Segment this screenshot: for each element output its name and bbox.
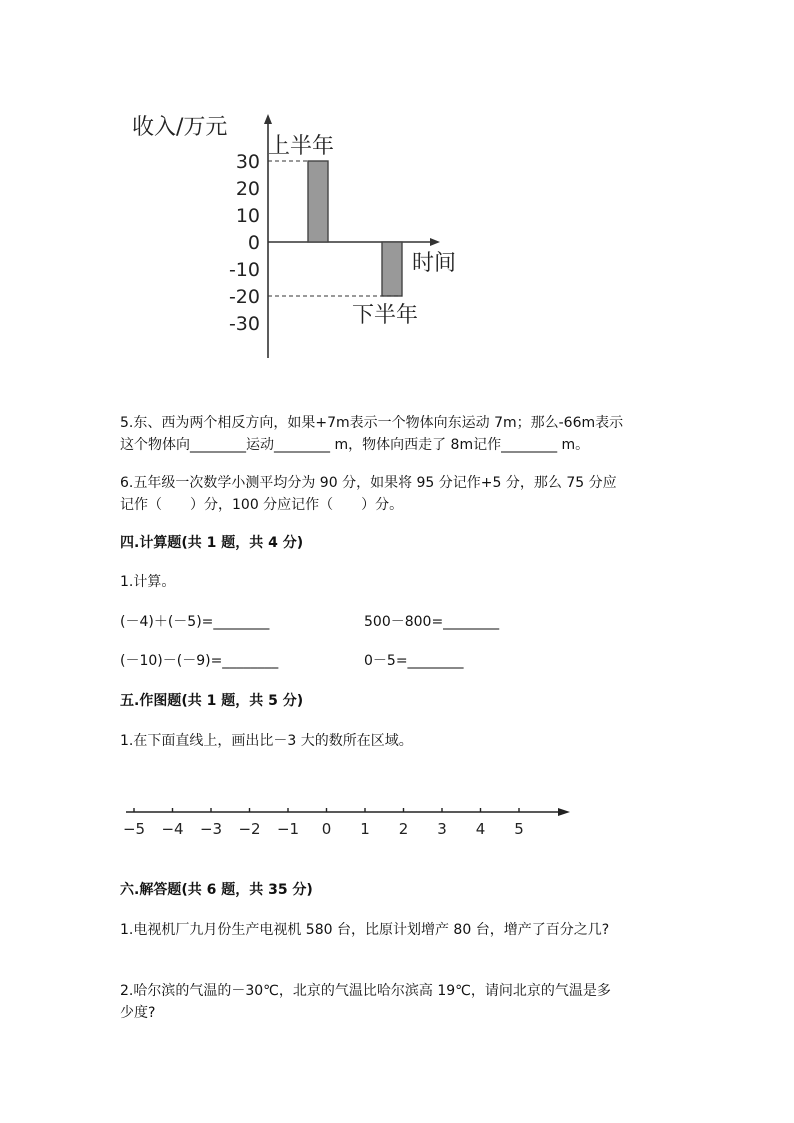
category-label: 下半年 — [352, 303, 419, 328]
y-tick-label: 10 — [235, 205, 260, 227]
chart-ylabel: 收入/万元 — [132, 115, 228, 140]
bar-first-half — [308, 161, 328, 242]
category-label: 上半年 — [268, 134, 335, 159]
q6-line1: 6.五年级一次数学小测平均分为 90 分，如果将 95 分记作+5 分，那么 75 分应 — [120, 475, 617, 491]
number-line-label: −3 — [199, 820, 223, 838]
calc-1: (－4)＋(－5)=________ — [120, 614, 270, 630]
y-tick-label: -10 — [228, 259, 260, 281]
calc-4: 0－5=________ — [364, 653, 464, 669]
number-line-label: 5 — [514, 820, 524, 838]
q6-line2: 记作（ ）分，100 分应记作（ ）分。 — [120, 497, 404, 513]
sec6-heading: 六.解答题(共 6 题，共 35 分) — [120, 882, 313, 898]
number-line-label: 4 — [475, 820, 486, 838]
number-line-label: 1 — [360, 820, 370, 838]
number-line-label: 3 — [437, 820, 447, 838]
y-tick-label: 30 — [235, 151, 260, 173]
sec5-q1: 1.在下面直线上，画出比－3 大的数所在区域。 — [120, 733, 413, 749]
sec6-q1: 1.电视机厂九月份生产电视机 580 台，比原计划增产 80 台，增产了百分之几? — [120, 922, 610, 938]
number-line-label: 2 — [398, 820, 409, 838]
y-tick-label: 20 — [235, 178, 260, 200]
number-line-label: 0 — [321, 820, 332, 838]
number-line-label: −1 — [276, 820, 300, 838]
y-tick-label: -30 — [228, 313, 260, 335]
number-line-label: −4 — [161, 820, 184, 838]
sec4-heading: 四.计算题(共 1 题，共 4 分) — [120, 535, 304, 551]
bar-second-half — [382, 242, 402, 296]
chart-xlabel: 时间 — [412, 251, 457, 276]
sec4-q1-title: 1.计算。 — [120, 574, 176, 590]
calc-3: (－10)－(－9)=________ — [120, 653, 279, 669]
q5-line1: 5.东、西为两个相反方向，如果+7m表示一个物体向东运动 7m；那么-66m表示 — [120, 415, 624, 431]
number-line — [120, 800, 580, 844]
number-line-arrow — [558, 808, 570, 816]
number-line-label: −2 — [238, 820, 261, 838]
x-axis-arrow — [430, 238, 440, 246]
sec5-heading: 五.作图题(共 1 题，共 5 分) — [120, 693, 304, 709]
sec6-q2-line2: 少度? — [120, 1005, 156, 1021]
y-axis-arrow — [264, 114, 272, 124]
y-tick-label: -20 — [228, 286, 260, 308]
q5-line2: 这个物体向________运动________ m，物体向西走了 8m记作________ m。 — [120, 437, 590, 453]
calc-2: 500－800=________ — [364, 614, 500, 630]
y-tick-label: 0 — [247, 232, 260, 254]
income-bar-chart — [120, 100, 480, 370]
number-line-label: −5 — [122, 820, 146, 838]
sec6-q2-line1: 2.哈尔滨的气温的－30℃，北京的气温比哈尔滨高 19℃，请问北京的气温是多 — [120, 983, 611, 999]
